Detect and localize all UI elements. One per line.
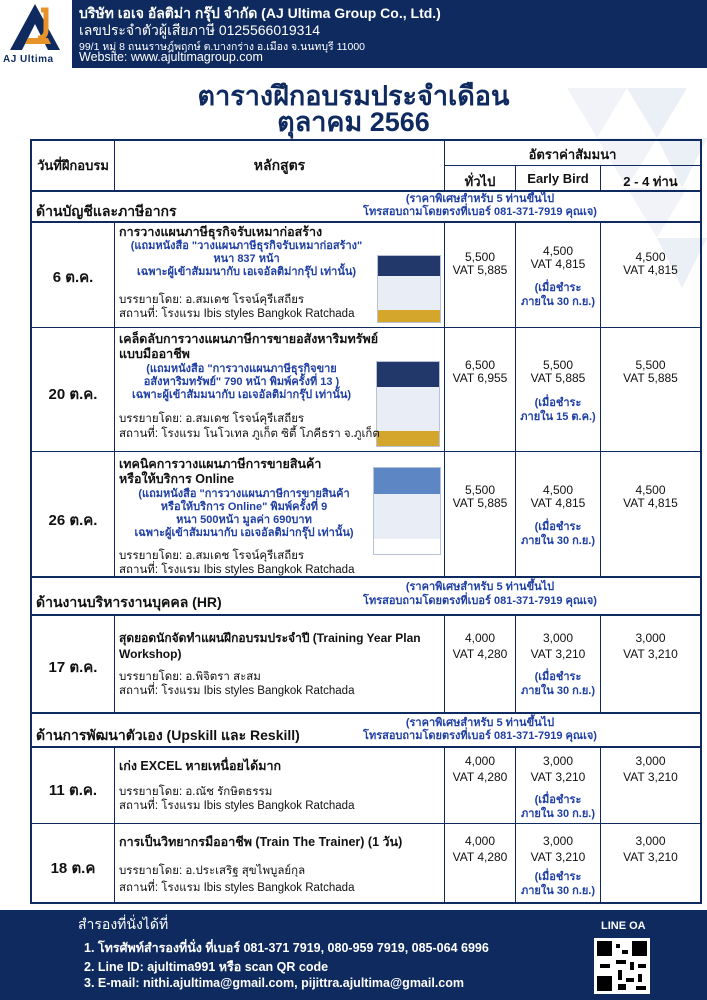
course-book-bonus: (แถมหนังสือ "วางแผนภาษีธุรกิจรับเหมาก่อสร้าง" <box>130 240 363 252</box>
price-general-vat: VAT 4,280 <box>452 850 508 864</box>
page-subtitle-month: ตุลาคม 2566 <box>277 107 430 137</box>
early-bird-condition: (เมื่อชำระ <box>534 521 582 533</box>
course-title: แบบมืออาชีพ <box>119 347 190 361</box>
section-title-accounting: ด้านบัญชีและภาษีอากร <box>36 203 177 219</box>
price-early-bird: 3,000 <box>542 754 574 768</box>
course-title: เคล็ดลับการวางแผนภาษีการขายอสังหาริมทรัพย์ <box>119 332 379 346</box>
price-general-vat: VAT 4,280 <box>452 647 508 661</box>
price-early-bird-vat: VAT 3,210 <box>530 850 586 864</box>
section-title-hr: ด้านงานบริหารงานบุคคล (HR) <box>36 594 222 610</box>
table-grid-line <box>114 616 115 712</box>
price-group-vat: VAT 3,210 <box>623 770 678 784</box>
price-general-vat: VAT 4,280 <box>452 770 508 784</box>
price-early-bird: 4,500 <box>542 244 574 258</box>
course-title: เก่ง EXCEL หายเหนื่อยได้มาก <box>119 759 282 773</box>
price-group: 3,000 <box>635 754 666 768</box>
section-note: (ราคาพิเศษสำหรับ 5 ท่านขึ้นไป <box>405 193 555 205</box>
course-speaker: บรรยายโดย: อ.ณัช รักษิตธรรม <box>119 786 273 798</box>
price-early-bird: 3,000 <box>542 631 574 645</box>
logo-mark-icon <box>8 2 62 52</box>
early-bird-condition: ภายใน 15 ต.ค.) <box>520 411 596 423</box>
price-general: 4,000 <box>464 754 496 768</box>
section-note: โทรสอบถามโดยตรงที่เบอร์ 081-371-7919 คุณเจ) <box>363 730 597 742</box>
qr-code-icon[interactable] <box>594 938 650 994</box>
table-grid-line <box>114 222 115 576</box>
company-logo <box>0 0 72 68</box>
course-book-bonus: (แถมหนังสือ "การวางแผนภาษีธุรกิจขาย <box>146 363 337 375</box>
course-book-bonus: หนา 500หน้า มูลค่า 690บาท <box>176 514 312 526</box>
footer-title: สำรองที่นั่งได้ที่ <box>78 916 169 932</box>
course-venue: สถานที่: โรงแรม Ibis styles Bangkok Ratchada <box>119 800 355 812</box>
company-header <box>0 0 707 68</box>
header-general: ทั่วไป <box>464 174 496 189</box>
logo-text: AJ Ultima <box>3 54 54 65</box>
table-grid-line <box>444 616 445 712</box>
price-group-vat: VAT 3,210 <box>623 850 678 864</box>
table-grid-line <box>30 823 702 824</box>
company-name: บริษัท เอเจ อัลติม่า กรุ๊ป จำกัด (AJ Ultima Group Co., Ltd.) <box>79 5 441 21</box>
price-group: 4,500 <box>635 250 666 264</box>
section-title-upskill: ด้านการพัฒนาตัวเอง (Upskill และ Reskill) <box>36 727 300 743</box>
header-date: วันที่ฝึกอบรม <box>37 158 109 173</box>
price-early-bird: 3,000 <box>542 834 574 848</box>
price-general: 4,000 <box>464 631 496 645</box>
course-venue: สถานที่: โรงแรม Ibis styles Bangkok Ratchada <box>119 685 355 697</box>
course-date: 20 ต.ค. <box>48 386 98 403</box>
header-rate: อัตราค่าสัมมนา <box>528 147 617 162</box>
price-general-vat: VAT 5,885 <box>452 496 508 510</box>
price-group: 3,000 <box>635 631 666 645</box>
line-oa-label: LINE OA <box>601 920 646 932</box>
course-book-bonus: อสังหาริมทรัพย์" 790 หน้า พิมพ์ครั้งที่ 13 ) <box>143 376 340 388</box>
price-early-bird: 4,500 <box>542 483 574 497</box>
price-early-bird: 5,500 <box>542 358 574 372</box>
course-book-bonus: เฉพาะผู้เข้าสัมมนากับ เอเจอัลติม่ากรุ๊ป เท่านั้น) <box>136 266 357 278</box>
course-date: 17 ต.ค. <box>48 659 98 676</box>
early-bird-condition: (เมื่อชำระ <box>534 871 582 883</box>
table-grid-line <box>30 451 702 452</box>
price-early-bird-vat: VAT 5,885 <box>530 371 586 385</box>
header-course: หลักสูตร <box>253 157 306 173</box>
table-border <box>30 139 702 141</box>
table-grid-line <box>30 746 702 748</box>
early-bird-condition: ภายใน 30 ก.ย.) <box>521 685 595 697</box>
price-early-bird-vat: VAT 4,815 <box>530 496 586 510</box>
company-tax-id: เลขประจำตัวผู้เสียภาษี 0125566019314 <box>79 22 321 38</box>
table-grid-line <box>114 748 115 903</box>
early-bird-condition: (เมื่อชำระ <box>534 794 582 806</box>
course-date: 26 ต.ค. <box>48 512 98 529</box>
course-title: การวางแผนภาษีธุรกิจรับเหมาก่อสร้าง <box>119 225 323 239</box>
course-venue: สถานที่: โรงแรม โนโวเทล ภูเก็ต ซิตี้ โภคีธรา จ.ภูเก็ต <box>119 428 380 440</box>
price-group: 5,500 <box>635 358 666 372</box>
price-group-vat: VAT 3,210 <box>623 647 678 661</box>
price-general: 4,000 <box>464 834 496 848</box>
course-date: 18 ต.ค <box>50 860 96 877</box>
header-group: 2 - 4 ท่าน <box>623 174 678 189</box>
course-book-bonus: หรือให้บริการ Online" พิมพ์ครั้งที่ 9 <box>160 501 328 513</box>
course-date: 6 ต.ค. <box>52 269 94 286</box>
price-early-bird-vat: VAT 3,210 <box>530 647 586 661</box>
section-note: (ราคาพิเศษสำหรับ 5 ท่านขึ้นไป <box>405 717 555 729</box>
table-border <box>700 139 702 904</box>
price-group: 3,000 <box>635 834 666 848</box>
early-bird-condition: (เมื่อชำระ <box>534 282 582 294</box>
early-bird-condition: ภายใน 30 ก.ย.) <box>521 885 595 897</box>
footer-phone[interactable]: 1. โทรศัพท์สำรองที่นั่ง ที่เบอร์ 081-371 7919, 080-959 7919, 085-064 6996 <box>84 941 489 955</box>
course-speaker: บรรยายโดย: อ.สมเดช โรจน์คุรีเสถียร <box>119 550 305 562</box>
course-book-bonus: เฉพาะผู้เข้าสัมมนากับ เอเจอัลติม่ากรุ๊ป เท่านั้น) <box>131 389 352 401</box>
course-date: 11 ต.ค. <box>48 782 98 799</box>
early-bird-condition: ภายใน 30 ก.ย.) <box>521 296 595 308</box>
footer-email[interactable]: 3. E-mail: nithi.ajultima@gmail.com, pijittra.ajultima@gmail.com <box>84 976 465 990</box>
course-book-bonus: (แถมหนังสือ "การวางแผนภาษีการขายสินค้า <box>138 488 350 500</box>
footer-line-id[interactable]: 2. Line ID: ajultima991 หรือ scan QR code <box>84 960 329 974</box>
price-general: 5,500 <box>464 483 496 497</box>
course-book-bonus: เฉพาะผู้เข้าสัมมนากับ เอเจอัลติม่ากรุ๊ป เท่านั้น) <box>134 527 354 539</box>
price-general-vat: VAT 6,955 <box>452 371 508 385</box>
table-grid-line <box>30 327 702 328</box>
price-general-vat: VAT 5,885 <box>452 263 508 277</box>
table-grid-line <box>30 712 702 714</box>
price-group-vat: VAT 4,815 <box>623 263 678 277</box>
early-bird-condition: (เมื่อชำระ <box>534 671 582 683</box>
course-venue: สถานที่: โรงแรม Ibis styles Bangkok Ratchada <box>119 564 355 576</box>
table-grid-line <box>30 221 702 223</box>
course-speaker: บรรยายโดย: อ.สมเดช โรจน์คุรีเสถียร <box>119 413 305 425</box>
book-cover-image <box>373 467 441 555</box>
price-early-bird-vat: VAT 3,210 <box>530 770 586 784</box>
price-general: 5,500 <box>464 250 496 264</box>
company-website[interactable]: Website: www.ajultimagroup.com <box>79 50 263 64</box>
page-title: ตารางฝึกอบรมประจำเดือน <box>197 81 510 111</box>
course-title: หรือให้บริการ Online <box>119 472 235 486</box>
table-grid-line <box>444 165 700 166</box>
course-title: Workshop) <box>119 647 182 661</box>
course-venue: สถานที่: โรงแรม Ibis styles Bangkok Ratchada <box>119 882 355 894</box>
course-title: เทคนิคการวางแผนภาษีการขายสินค้า <box>119 457 322 471</box>
booking-footer <box>0 910 707 1000</box>
early-bird-condition: ภายใน 30 ก.ย.) <box>521 535 595 547</box>
course-speaker: บรรยายโดย: อ.สมเดช โรจน์คุรีเสถียร <box>119 294 305 306</box>
course-speaker: บรรยายโดย: อ.พิจิตรา สะสม <box>119 671 261 683</box>
price-group-vat: VAT 5,885 <box>623 371 678 385</box>
course-title: สุดยอดนักจัดทำแผนฝึกอบรมประจำปี (Training Year Plan <box>119 631 421 645</box>
price-early-bird-vat: VAT 4,815 <box>530 257 586 271</box>
section-note: โทรสอบถามโดยตรงที่เบอร์ 081-371-7919 คุณเจ) <box>363 206 597 218</box>
price-general: 6,500 <box>464 358 496 372</box>
table-grid-line <box>600 616 601 712</box>
price-group-vat: VAT 4,815 <box>623 496 678 510</box>
course-venue: สถานที่: โรงแรม Ibis styles Bangkok Ratchada <box>119 308 355 320</box>
price-group: 4,500 <box>635 483 666 497</box>
company-address: 99/1 หมู่ 8 ถนนราษฎ์พฤกษ์ ต.บางกร่าง อ.เมือง จ.นนทบุรี 11000 <box>79 41 365 53</box>
course-book-bonus: หนา 837 หน้า <box>213 253 280 265</box>
training-schedule-table <box>30 139 702 904</box>
section-note: (ราคาพิเศษสำหรับ 5 ท่านขึ้นไป <box>405 581 555 593</box>
header-early-bird: Early Bird <box>527 171 589 186</box>
table-grid-line <box>30 576 702 578</box>
section-note: โทรสอบถามโดยตรงที่เบอร์ 081-371-7919 คุณเจ) <box>363 595 597 607</box>
course-speaker: บรรยายโดย: อ.ประเสริฐ สุขไพบูลย์กุล <box>119 865 306 877</box>
course-title: การเป็นวิทยากรมืออาชีพ (Train The Trainer) (1 วัน) <box>119 835 403 849</box>
early-bird-condition: (เมื่อชำระ <box>534 397 582 409</box>
table-border <box>30 902 702 904</box>
early-bird-condition: ภายใน 30 ก.ย.) <box>521 808 595 820</box>
table-grid-line <box>30 614 702 616</box>
